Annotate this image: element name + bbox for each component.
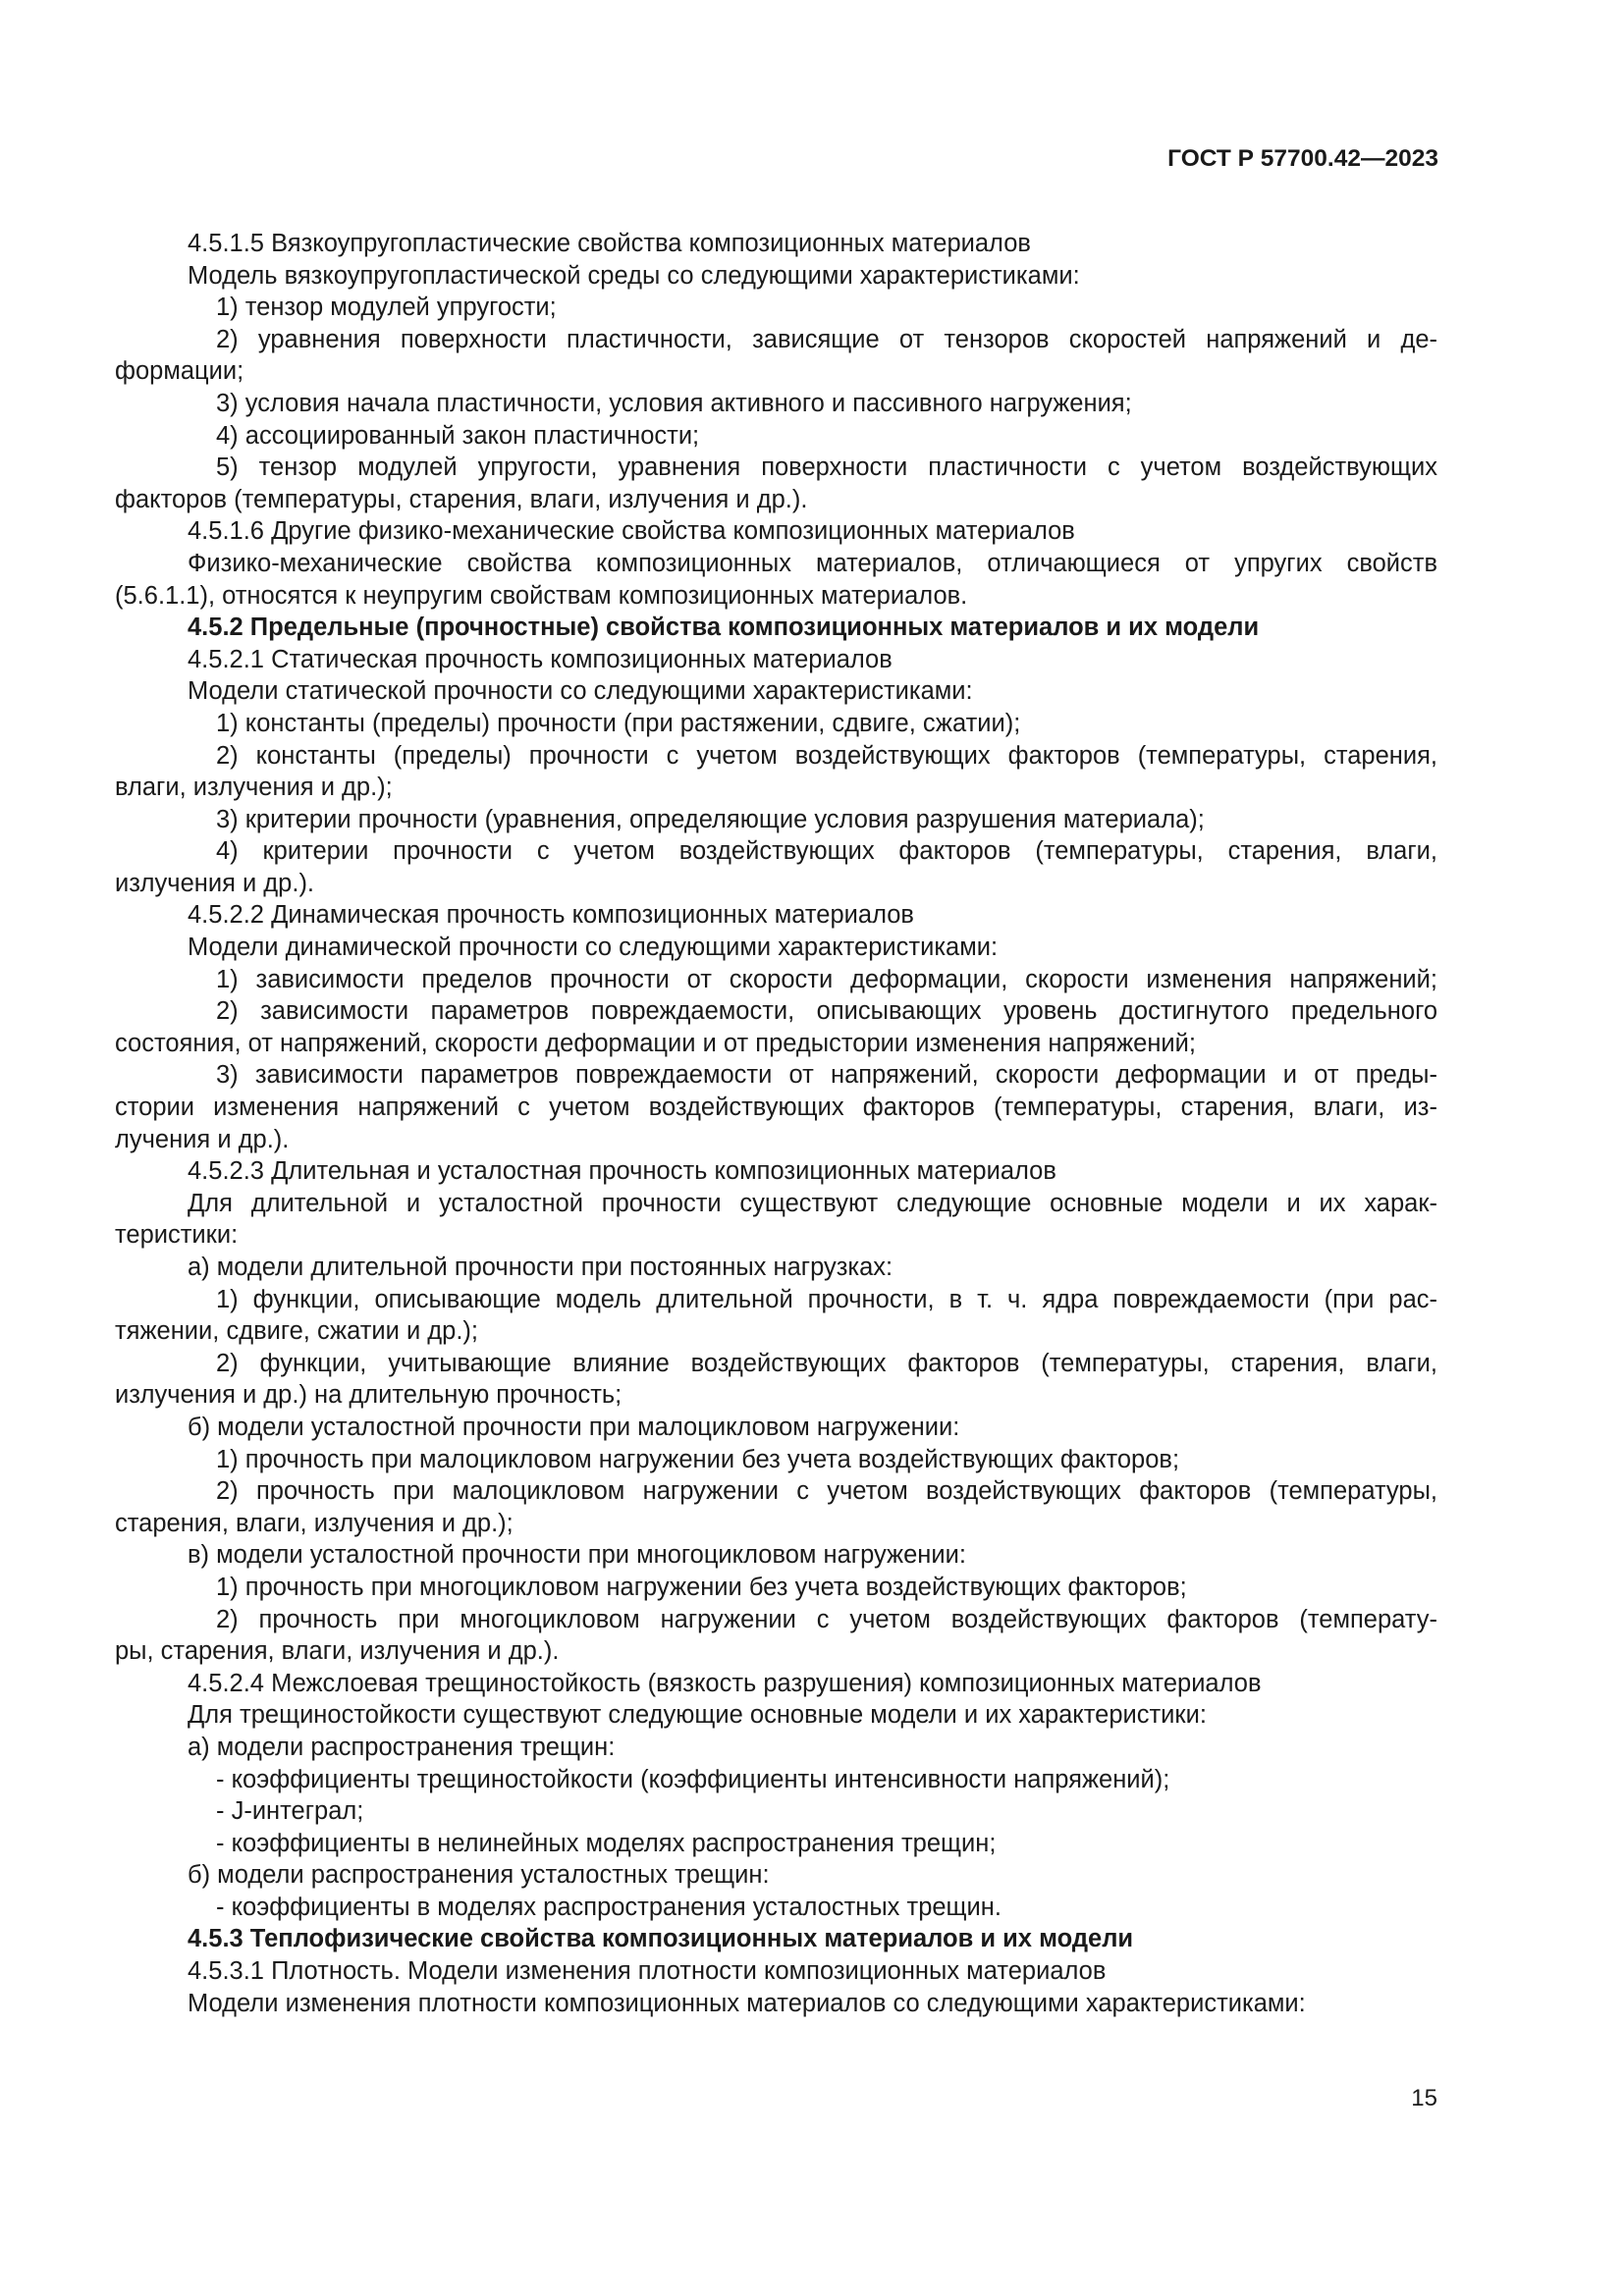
- text-line: 3) условия начала пластичности, условия активного и пассивного нагружения;: [216, 389, 1132, 417]
- text-line: Модель вязкоупругопластической среды со следующими характеристиками:: [188, 261, 1080, 290]
- text-line: 4.5.2.2 Динамическая прочность композиционных материалов: [188, 901, 914, 930]
- text-line: состояния, от напряжений, скорости деформации и от предыстории изменения напряжений;: [115, 1029, 1197, 1057]
- text-line: Модели изменения плотности композиционных материалов со следующими характеристиками:: [188, 1989, 1306, 2017]
- text-line: 1) тензор модулей упругости;: [216, 294, 557, 322]
- text-line: 4.5.2.1 Статическая прочность композиционных материалов: [188, 645, 893, 673]
- text-line: а) модели распространения трещин:: [188, 1733, 616, 1761]
- text-line: - коэффициенты в нелинейных моделях распространения трещин;: [216, 1829, 997, 1857]
- section-heading-line: 4.5.3 Теплофизические свойства композиционных материалов и их модели: [188, 1925, 1134, 1953]
- text-line: стории изменения напряжений с учетом воздействующих факторов (температуры, старения, влаги, из-: [115, 1094, 1437, 1122]
- text-line: 1) функции, описывающие модель длительной прочности, в т. ч. ядра повреждаемости (при рас-: [216, 1285, 1437, 1313]
- text-line: 2) функции, учитывающие влияние воздействующих факторов (температуры, старения, влаги,: [216, 1349, 1437, 1377]
- section-heading-line: 4.5.2 Предельные (прочностные) свойства композиционных материалов и их модели: [188, 614, 1260, 642]
- text-line: 2) уравнения поверхности пластичности, зависящие от тензоров скоростей напряжений и де-: [216, 325, 1437, 353]
- document-code-header: ГОСТ Р 57700.42—2023: [1167, 145, 1438, 172]
- text-line: (5.6.1.1), относятся к неупругим свойствам композиционных материалов.: [115, 581, 968, 610]
- text-line: 4.5.3.1 Плотность. Модели изменения плотности композиционных материалов: [188, 1957, 1107, 1986]
- text-line: Физико-механические свойства композиционных материалов, отличающиеся от упругих свойств: [188, 549, 1437, 577]
- text-line: 2) константы (пределы) прочности с учетом воздействующих факторов (температуры, старения,: [216, 741, 1437, 770]
- text-line: Модели динамической прочности со следующими характеристиками:: [188, 934, 999, 962]
- document-body: [115, 228, 1437, 2019]
- text-line: влаги, излучения и др.);: [115, 774, 393, 802]
- text-line: - коэффициенты трещиностойкости (коэффициенты интенсивности напряжений);: [216, 1765, 1170, 1793]
- text-line: тяжении, сдвиге, сжатии и др.);: [115, 1317, 478, 1346]
- text-line: 4) ассоциированный закон пластичности;: [216, 421, 700, 450]
- text-line: 3) зависимости параметров повреждаемости от напряжений, скорости деформации и от преды-: [216, 1061, 1437, 1090]
- text-line: 4.5.2.4 Межслоевая трещиностойкость (вязкость разрушения) композиционных материалов: [188, 1669, 1262, 1697]
- text-line: а) модели длительной прочности при постоянных нагрузках:: [188, 1254, 893, 1281]
- text-line: Для длительной и усталостной прочности существуют следующие основные модели и их харак-: [188, 1189, 1437, 1217]
- text-line: 4.5.2.3 Длительная и усталостная прочность композиционных материалов: [188, 1157, 1056, 1186]
- text-line: излучения и др.) на длительную прочность;: [115, 1381, 623, 1410]
- text-line: б) модели усталостной прочности при малоцикловом нагружении:: [188, 1413, 960, 1441]
- text-line: ры, старения, влаги, излучения и др.).: [115, 1637, 560, 1666]
- text-line: 2) прочность при многоцикловом нагружении с учетом воздействующих факторов (температу-: [216, 1605, 1437, 1633]
- text-line: 2) прочность при малоцикловом нагружении с учетом воздействующих факторов (температуры,: [216, 1477, 1437, 1506]
- text-line: Для трещиностойкости существуют следующие основные модели и их характеристики:: [188, 1701, 1207, 1730]
- text-line: 4) критерии прочности с учетом воздействующих факторов (температуры, старения, влаги,: [216, 837, 1437, 866]
- text-line: излучения и др.).: [115, 869, 315, 897]
- text-line: формации;: [115, 357, 244, 386]
- text-line: - коэффициенты в моделях распространения усталостных трещин.: [216, 1893, 1001, 1921]
- text-line: 1) зависимости пределов прочности от скорости деформации, скорости изменения напряжений;: [216, 965, 1437, 993]
- text-line: факторов (температуры, старения, влаги, излучения и др.).: [115, 485, 808, 513]
- text-line: теристики:: [115, 1221, 239, 1250]
- text-line: 1) прочность при малоцикловом нагружении без учета воздействующих факторов;: [216, 1445, 1180, 1473]
- text-line: б) модели распространения усталостных трещин:: [188, 1861, 770, 1890]
- text-line: в) модели усталостной прочности при многоцикловом нагружении:: [188, 1541, 966, 1570]
- text-line: - J-интеграл;: [216, 1797, 364, 1826]
- text-line: 3) критерии прочности (уравнения, определяющие условия разрушения материала);: [216, 805, 1205, 833]
- text-line: 4.5.1.6 Другие физико-механические свойства композиционных материалов: [188, 517, 1075, 546]
- text-line: 5) тензор модулей упругости, уравнения поверхности пластичности с учетом воздействующих: [216, 454, 1437, 482]
- text-line: 2) зависимости параметров повреждаемости, описывающих уровень достигнутого предельного: [216, 997, 1437, 1026]
- page-number: 15: [1411, 2085, 1437, 2111]
- text-line: 4.5.1.5 Вязкоупругопластические свойства композиционных материалов: [188, 230, 1031, 257]
- text-line: 1) константы (пределы) прочности (при растяжении, сдвиге, сжатии);: [216, 709, 1021, 737]
- text-line: Модели статической прочности со следующими характеристиками:: [188, 677, 973, 706]
- text-line: лучения и др.).: [115, 1125, 290, 1153]
- text-line: старения, влаги, излучения и др.);: [115, 1509, 514, 1537]
- text-line: 1) прочность при многоцикловом нагружении без учета воздействующих факторов;: [216, 1573, 1187, 1601]
